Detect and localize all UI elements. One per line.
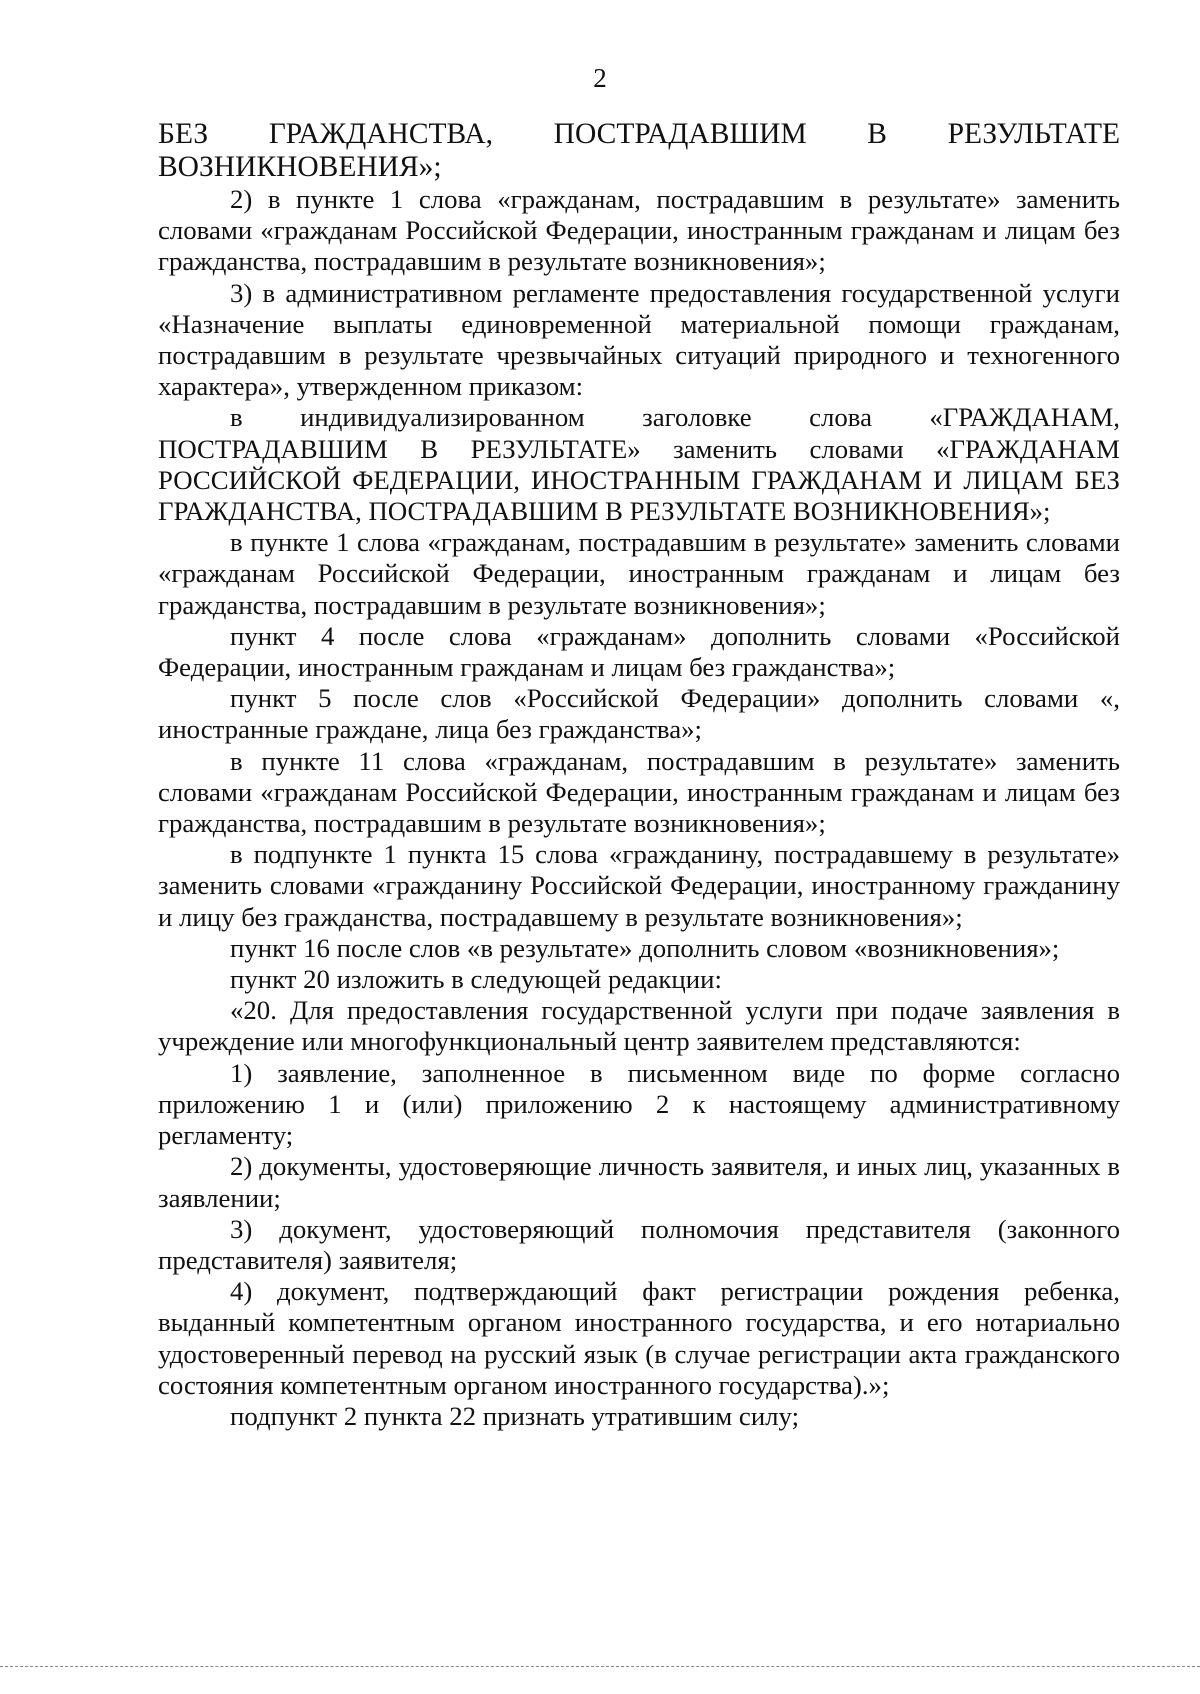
paragraph-subitem-4: 4) документ, подтверждающий факт регистрации рождения ребенка, выданный компетентным органом иностранного государства, и его нотариально удостоверенный перевод на русский язык (в случае регистрации акта гражданского состояния компетентным органом иностранного государства).»; [158, 1276, 1120, 1400]
paragraph-subitem-3: 3) документ, удостоверяющий полномочия представителя (законного представителя) заявителя; [158, 1213, 1120, 1275]
paragraph-subitem-2: 2) документы, удостоверяющие личность заявителя, и иных лиц, указанных в заявлении; [158, 1151, 1120, 1213]
page-number: 2 [593, 63, 607, 93]
paragraph-point-22: подпункт 2 пункта 22 признать утратившим силу; [230, 1400, 800, 1431]
paragraph-point-4: пункт 4 после слова «гражданам» дополнить словами «Российской Федерации, иностранным гражданам и лицам без гражданства»; [158, 620, 1120, 683]
footer-divider [0, 1666, 1200, 1667]
paragraph-item-3: 3) в административном регламенте предоставления государственной услуги «Назначение выплаты единовременной материальной помощи гражданам, пострадавшим в результате чрезвычайных ситуаций природного и техногенного характера», утвержденном приказом: [158, 277, 1120, 402]
paragraph-point-20-intro: пункт 20 изложить в следующей редакции: [230, 964, 722, 995]
paragraph-point-16: пункт 16 после слов «в результате» дополнить словом «возникновения»; [230, 932, 1060, 963]
paragraph-point-5: пункт 5 после слов «Российской Федерации» дополнить словами «, иностранные граждане, лица без гражданства»; [158, 683, 1120, 745]
document-body [158, 118, 1120, 1432]
paragraph-item-2: 2) в пункте 1 слова «гражданам, пострадавшим в результате» заменить словами «гражданам Российской Федерации, иностранным гражданам и лицам без гражданства, пострадавшим в результате возникновения»; [158, 184, 1120, 277]
paragraph-heading-change: в индивидуализированном заголовке слова «ГРАЖДАНАМ, ПОСТРАДАВШИМ В РЕЗУЛЬТАТЕ» заменить словами «ГРАЖДАНАМ РОССИЙСКОЙ ФЕДЕРАЦИИ, ИНОСТРАННЫМ ГРАЖДАНАМ И ЛИЦАМ БЕЗ ГРАЖДАНСТВА, ПОСТРАДАВШИМ В РЕЗУЛЬТАТЕ ВОЗНИКНОВЕНИЯ»; [158, 402, 1120, 527]
paragraph-point-15: в подпункте 1 пункта 15 слова «гражданину, пострадавшему в результате» заменить словами «гражданину Российской Федерации, иностранному гражданину и лицу без гражданства, пострадавшему в результате возникновения»; [158, 839, 1120, 932]
paragraph-point-11: в пункте 11 слова «гражданам, пострадавшим в результате» заменить словами «гражданам Российской Федерации, иностранным гражданам и лицам без гражданства, пострадавшим в результате возникновения»; [158, 745, 1120, 839]
paragraph-caps-continuation: БЕЗ ГРАЖДАНСТВА, ПОСТРАДАВШИМ В РЕЗУЛЬТАТЕ ВОЗНИКНОВЕНИЯ»; [158, 118, 1120, 183]
paragraph-point-1: в пункте 1 слова «гражданам, пострадавшим в результате» заменить словами «гражданам Российской Федерации, иностранным гражданам и лицам без гражданства, пострадавшим в результате возникновения»; [158, 527, 1120, 620]
paragraph-subitem-1: 1) заявление, заполненное в письменном виде по форме согласно приложению 1 и (или) приложению 2 к настоящему административному регламенту; [158, 1057, 1120, 1151]
paragraph-point-20-text: «20. Для предоставления государственной услуги при подаче заявления в учреждение или многофункциональный центр заявителем представляются: [158, 995, 1120, 1057]
